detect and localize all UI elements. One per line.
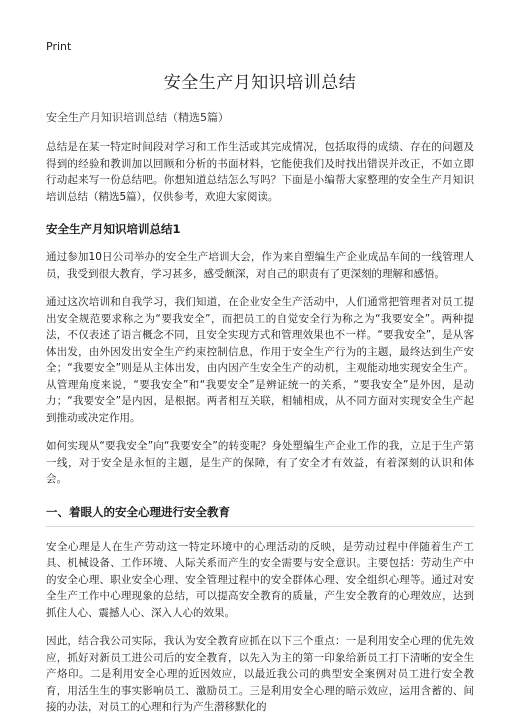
section-divider <box>46 526 474 527</box>
document-subtitle: 安全生产月知识培训总结（精选5篇） <box>46 111 229 124</box>
body-paragraph: 因此，结合我公司实际，我认为安全教育应抓在以下三个重点：一是利用安全心理的优先效应，抓好对新员工进公司后的安全教育，以先入为主的第一印象给新员工打下清晰的安全生产烙印。二是利用安全心理的近因效应，以最近我公司的典型安全案例对员工进行安全教育，用活生生的事实影响员工、激励员工。三是利用安全心理的暗示效应，运用含蓄的、间接的办法，对员工的心理和行为产生潜移默化的 <box>46 635 474 713</box>
section-heading-1: 安全生产月知识培训总结1 <box>46 222 181 236</box>
body-paragraph: 通过这次培训和自我学习，我们知道，在企业安全生产活动中，人们通常把管理者对员工提出安全规范要求称之为“要我安全”，而把员工的自觉安全行为称之为“我要安全”。两种提法，不仅表述了语言概念不同，且安全实现方式和管理效果也不一样。“要我安全”，是从客体出发，由外因发出安全生产约束控制信息，作用于安全生产行为的主题，最终达到生产安全；“我要安全”则是从主体出发，由内因产生安全生产的动机，主观能动地实现安全生产。从管理角度来说，“要我安全”和“我要安全”是辨证统一的关系，“要我安全”是外因，是动力；“我要安全”是内因，是根据。两者相互关联，相辅相成，从不同方面对实现安全生产起到推动或决定作用。 <box>46 296 474 424</box>
print-label: Print <box>46 40 72 53</box>
document-title: 安全生产月知识培训总结 <box>163 73 357 93</box>
body-paragraph: 如何实现从“要我安全”向“我要安全”的转变呢？身处塑编生产企业工作的我，立足于生产第一线，对于安全是永恒的主题，是生产的保障，有了安全才有效益，有着深刻的认识和体会。 <box>46 440 474 485</box>
body-paragraph: 安全心理是人在生产劳动这一特定环境中的心理活动的反映，是劳动过程中伴随着生产工具、机械设备、工作环境、人际关系而产生的安全需要与安全意识。主要包括：劳动生产中的安全心理、职业安全心理、安全管理过程中的安全群体心理、安全组织心理等。通过对安全生产工作中心理现象的总结，可以提高安全教育的质量，产生安全教育的心理效应，达到抓住人心、震撼人心、深入人心的效果。 <box>46 540 474 619</box>
body-paragraph: 通过参加10日公司举办的安全生产培训大会，作为来自塑编生产企业成品车间的一线管理人员，我受到很大教育，学习甚多，感受颇深，对自己的职责有了更深刻的理解和感悟。 <box>46 251 474 280</box>
section-heading-2: 一、着眼人的安全心理进行安全教育 <box>46 504 230 519</box>
intro-paragraph: 总结是在某一特定时间段对学习和工作生活或其完成情况，包括取得的成绩、存在的问题及得到的经验和教训加以回顾和分析的书面材料，它能使我们及时找出错误并改正，不如立即行动起来写一份总结吧。你想知道总结怎么写吗？下面是小编帮大家整理的安全生产月知识培训总结（精选5篇），仅供参考，欢迎大家阅读。 <box>46 141 474 203</box>
